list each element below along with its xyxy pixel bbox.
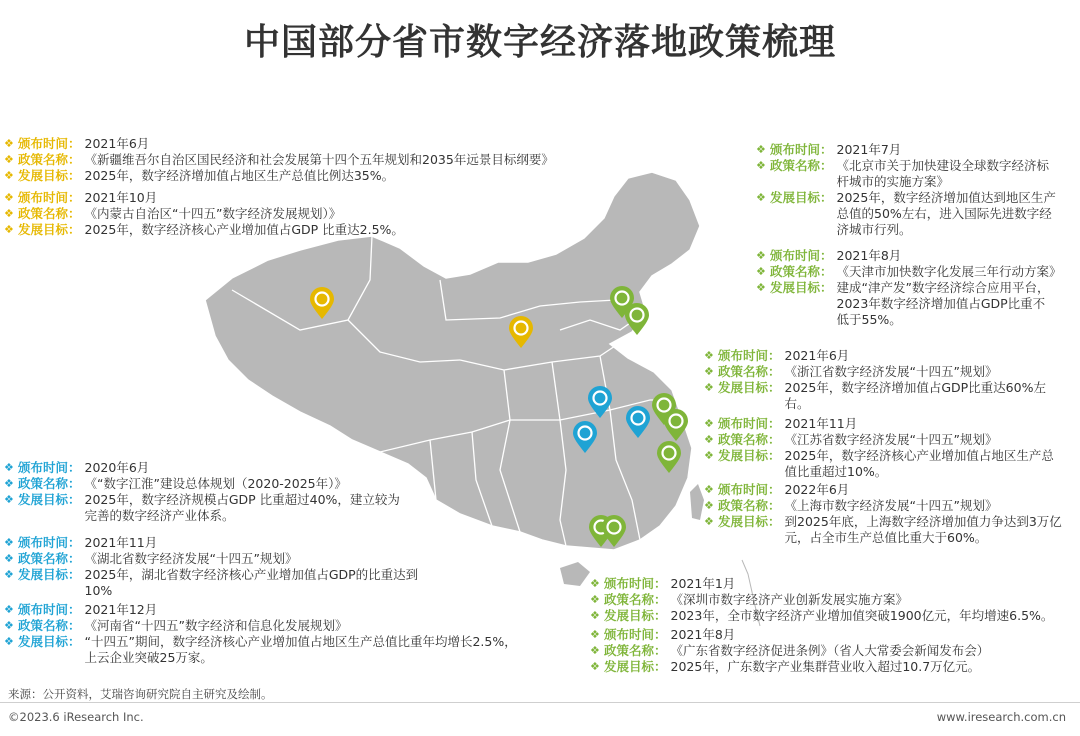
label-goal: 发展目标：: [770, 280, 833, 295]
label-name: 政策名称：: [18, 618, 81, 633]
label-goal: 发展目标：: [18, 492, 81, 507]
label-time: 颁布时间：: [718, 348, 781, 363]
diamond-bullet-icon: ❖: [4, 191, 14, 204]
marker-henan[interactable]: [588, 386, 612, 418]
policy-block-neimenggu: [4, 190, 444, 238]
policy-time: 2021年12月: [84, 602, 158, 617]
label-goal: 发展目标：: [718, 380, 781, 395]
diamond-bullet-icon: ❖: [590, 628, 600, 641]
diamond-bullet-icon: ❖: [4, 568, 14, 581]
marker-shenzhen[interactable]: [602, 515, 626, 547]
policy-name: 《浙江省数字经济发展“十四五”规划》: [784, 364, 998, 379]
diamond-bullet-icon: ❖: [4, 536, 14, 549]
label-time: 颁布时间：: [604, 627, 667, 642]
policy-time: 2020年6月: [84, 460, 150, 475]
policy-name: 《内蒙古自治区“十四五”数字经济发展规划）》: [84, 206, 342, 221]
policy-block-tianjin: [756, 248, 1062, 328]
policy-name: 《新疆维吾尔自治区国民经济和社会发展第十四个五年规划和2035年远景目标纲要》: [84, 152, 554, 167]
label-name: 政策名称：: [604, 592, 667, 607]
diamond-bullet-icon: ❖: [4, 493, 14, 506]
label-name: 政策名称：: [718, 364, 781, 379]
diamond-bullet-icon: ❖: [704, 483, 714, 496]
diamond-bullet-icon: ❖: [756, 143, 766, 156]
label-goal: 发展目标：: [18, 567, 81, 582]
diamond-bullet-icon: ❖: [4, 223, 14, 236]
policy-time: 2021年6月: [84, 136, 150, 151]
policy-goal: “十四五”期间，数字经济核心产业增加值占地区生产总值比重年均增长2.5%，上云企业突破25万家。: [84, 634, 517, 665]
policy-block-zhejiang: [704, 348, 1054, 412]
label-goal: 发展目标：: [604, 608, 667, 623]
copyright: ©2023.6 iResearch Inc.: [8, 710, 144, 724]
policy-name: 《广东省数字经济促进条例》（省人大常委会新闻发布会）: [670, 643, 990, 658]
label-name: 政策名称：: [718, 432, 781, 447]
label-time: 颁布时间：: [770, 248, 833, 263]
label-name: 政策名称：: [770, 264, 833, 279]
diamond-bullet-icon: ❖: [756, 191, 766, 204]
policy-goal: 2023年，全市数字经济产业增加值突破1900亿元，年均增速6.5%。: [670, 608, 1054, 623]
diamond-bullet-icon: ❖: [756, 159, 766, 172]
website-link[interactable]: www.iresearch.com.cn: [936, 710, 1066, 724]
policy-name: 《江苏省数字经济发展“十四五”规划》: [784, 432, 998, 447]
policy-name: 《北京市关于加快建设全球数字经济标杆城市的实施方案》: [836, 158, 1050, 189]
policy-name: 《河南省“十四五”数字经济和信息化发展规划》: [84, 618, 348, 633]
diamond-bullet-icon: ❖: [704, 499, 714, 512]
label-time: 颁布时间：: [18, 460, 81, 475]
marker-zhejiang[interactable]: [657, 441, 681, 473]
label-goal: 发展目标：: [604, 659, 667, 674]
policy-goal: 建成“津产发”数字经济综合应用平台，2023年数字经济增加值占GDP比重不低于55%。: [836, 280, 1050, 327]
diamond-bullet-icon: ❖: [704, 417, 714, 430]
policy-goal: 2025年，数字经济核心产业增加值占GDP 比重达2.5%。: [84, 222, 404, 237]
page-title: 中国部分省市数字经济落地政策梳理: [243, 22, 836, 63]
label-goal: 发展目标：: [718, 448, 781, 463]
policy-block-henan: [4, 602, 524, 666]
policy-time: 2021年6月: [784, 348, 850, 363]
diamond-bullet-icon: ❖: [4, 635, 14, 648]
diamond-bullet-icon: ❖: [756, 265, 766, 278]
label-time: 颁布时间：: [18, 190, 81, 205]
label-name: 政策名称：: [18, 551, 81, 566]
policy-time: 2021年8月: [836, 248, 902, 263]
marker-inner-mongolia[interactable]: [509, 316, 533, 348]
diamond-bullet-icon: ❖: [4, 137, 14, 150]
label-time: 颁布时间：: [718, 416, 781, 431]
diamond-bullet-icon: ❖: [4, 461, 14, 474]
policy-block-beijing: [756, 142, 1056, 238]
diamond-bullet-icon: ❖: [4, 153, 14, 166]
policy-goal: 2025年，数字经济增加值占地区生产总值比例达35%。: [84, 168, 395, 183]
diamond-bullet-icon: ❖: [4, 169, 14, 182]
label-time: 颁布时间：: [718, 482, 781, 497]
policy-block-hubei: [4, 535, 424, 599]
label-time: 颁布时间：: [604, 576, 667, 591]
diamond-bullet-icon: ❖: [4, 603, 14, 616]
policy-time: 2021年11月: [84, 535, 158, 550]
label-name: 政策名称：: [18, 152, 81, 167]
label-name: 政策名称：: [770, 158, 833, 173]
policy-name: 《天津市加快数字化发展三年行动方案》: [836, 264, 1062, 279]
label-time: 颁布时间：: [770, 142, 833, 157]
source-note: 来源：公开资料，艾瑞咨询研究院自主研究及绘制。: [8, 687, 273, 701]
marker-tianjin[interactable]: [625, 303, 649, 335]
marker-anhui[interactable]: [626, 406, 650, 438]
diamond-bullet-icon: ❖: [756, 249, 766, 262]
label-time: 颁布时间：: [18, 602, 81, 617]
label-goal: 发展目标：: [770, 190, 833, 205]
policy-time: 2021年8月: [670, 627, 736, 642]
policy-time: 2021年10月: [84, 190, 158, 205]
diamond-bullet-icon: ❖: [4, 477, 14, 490]
policy-goal: 2025年，数字经济增加值达到地区生产总值的50%左右，进入国际先进数字经济城市行列。: [836, 190, 1056, 237]
policy-time: 2022年6月: [784, 482, 850, 497]
diamond-bullet-icon: ❖: [704, 381, 714, 394]
policy-block-anhui: [4, 460, 404, 524]
diamond-bullet-icon: ❖: [704, 515, 714, 528]
diamond-bullet-icon: ❖: [704, 349, 714, 362]
policy-name: 《上海市数字经济发展“十四五”规划》: [784, 498, 998, 513]
policy-time: 2021年1月: [670, 576, 736, 591]
policy-goal: 到2025年底，上海数字经济增加值力争达到3万亿元，占全市生产总值比重大于60%。: [784, 514, 1062, 545]
label-time: 颁布时间：: [18, 136, 81, 151]
policy-name: 《“数字江淮”建设总体规划（2020-2025年）》: [84, 476, 347, 491]
diamond-bullet-icon: ❖: [756, 281, 766, 294]
diamond-bullet-icon: ❖: [704, 433, 714, 446]
diamond-bullet-icon: ❖: [590, 660, 600, 673]
policy-time: 2021年7月: [836, 142, 902, 157]
diamond-bullet-icon: ❖: [704, 449, 714, 462]
diamond-bullet-icon: ❖: [590, 609, 600, 622]
label-time: 颁布时间：: [18, 535, 81, 550]
diamond-bullet-icon: ❖: [4, 619, 14, 632]
label-name: 政策名称：: [604, 643, 667, 658]
policy-block-jiangsu: [704, 416, 1054, 480]
label-name: 政策名称：: [718, 498, 781, 513]
policy-goal: 2025年，广东数字产业集群营业收入超过10.7万亿元。: [670, 659, 981, 674]
policy-block-guangdong: [590, 627, 1076, 675]
policy-block-xinjiang: [4, 136, 604, 184]
label-name: 政策名称：: [18, 206, 81, 221]
policy-block-shanghai: [704, 482, 1064, 546]
policy-name: 《湖北省数字经济发展“十四五”规划》: [84, 551, 298, 566]
footer-divider: [0, 702, 1080, 703]
diamond-bullet-icon: ❖: [590, 644, 600, 657]
policy-goal: 2025年，数字经济增加值占GDP比重达60%左右。: [784, 380, 1046, 411]
label-goal: 发展目标：: [718, 514, 781, 529]
diamond-bullet-icon: ❖: [4, 552, 14, 565]
marker-xinjiang[interactable]: [310, 287, 334, 319]
policy-goal: 2025年，数字经济核心产业增加值占地区生产总值比重超过10%。: [784, 448, 1054, 479]
label-name: 政策名称：: [18, 476, 81, 491]
policy-goal: 2025年，数字经济规模占GDP 比重超过40%，建立较为完善的数字经济产业体系。: [84, 492, 400, 523]
marker-shanghai[interactable]: [664, 409, 688, 441]
label-goal: 发展目标：: [18, 634, 81, 649]
policy-block-shenzhen: [590, 576, 1076, 624]
diamond-bullet-icon: ❖: [590, 593, 600, 606]
policy-name: 《深圳市数字经济产业创新发展实施方案》: [670, 592, 909, 607]
diamond-bullet-icon: ❖: [704, 365, 714, 378]
diamond-bullet-icon: ❖: [4, 207, 14, 220]
label-goal: 发展目标：: [18, 168, 81, 183]
marker-hubei[interactable]: [573, 421, 597, 453]
label-goal: 发展目标：: [18, 222, 81, 237]
diamond-bullet-icon: ❖: [590, 577, 600, 590]
policy-time: 2021年11月: [784, 416, 858, 431]
policy-goal: 2025年，湖北省数字经济核心产业增加值占GDP的比重达到10%: [84, 567, 419, 598]
